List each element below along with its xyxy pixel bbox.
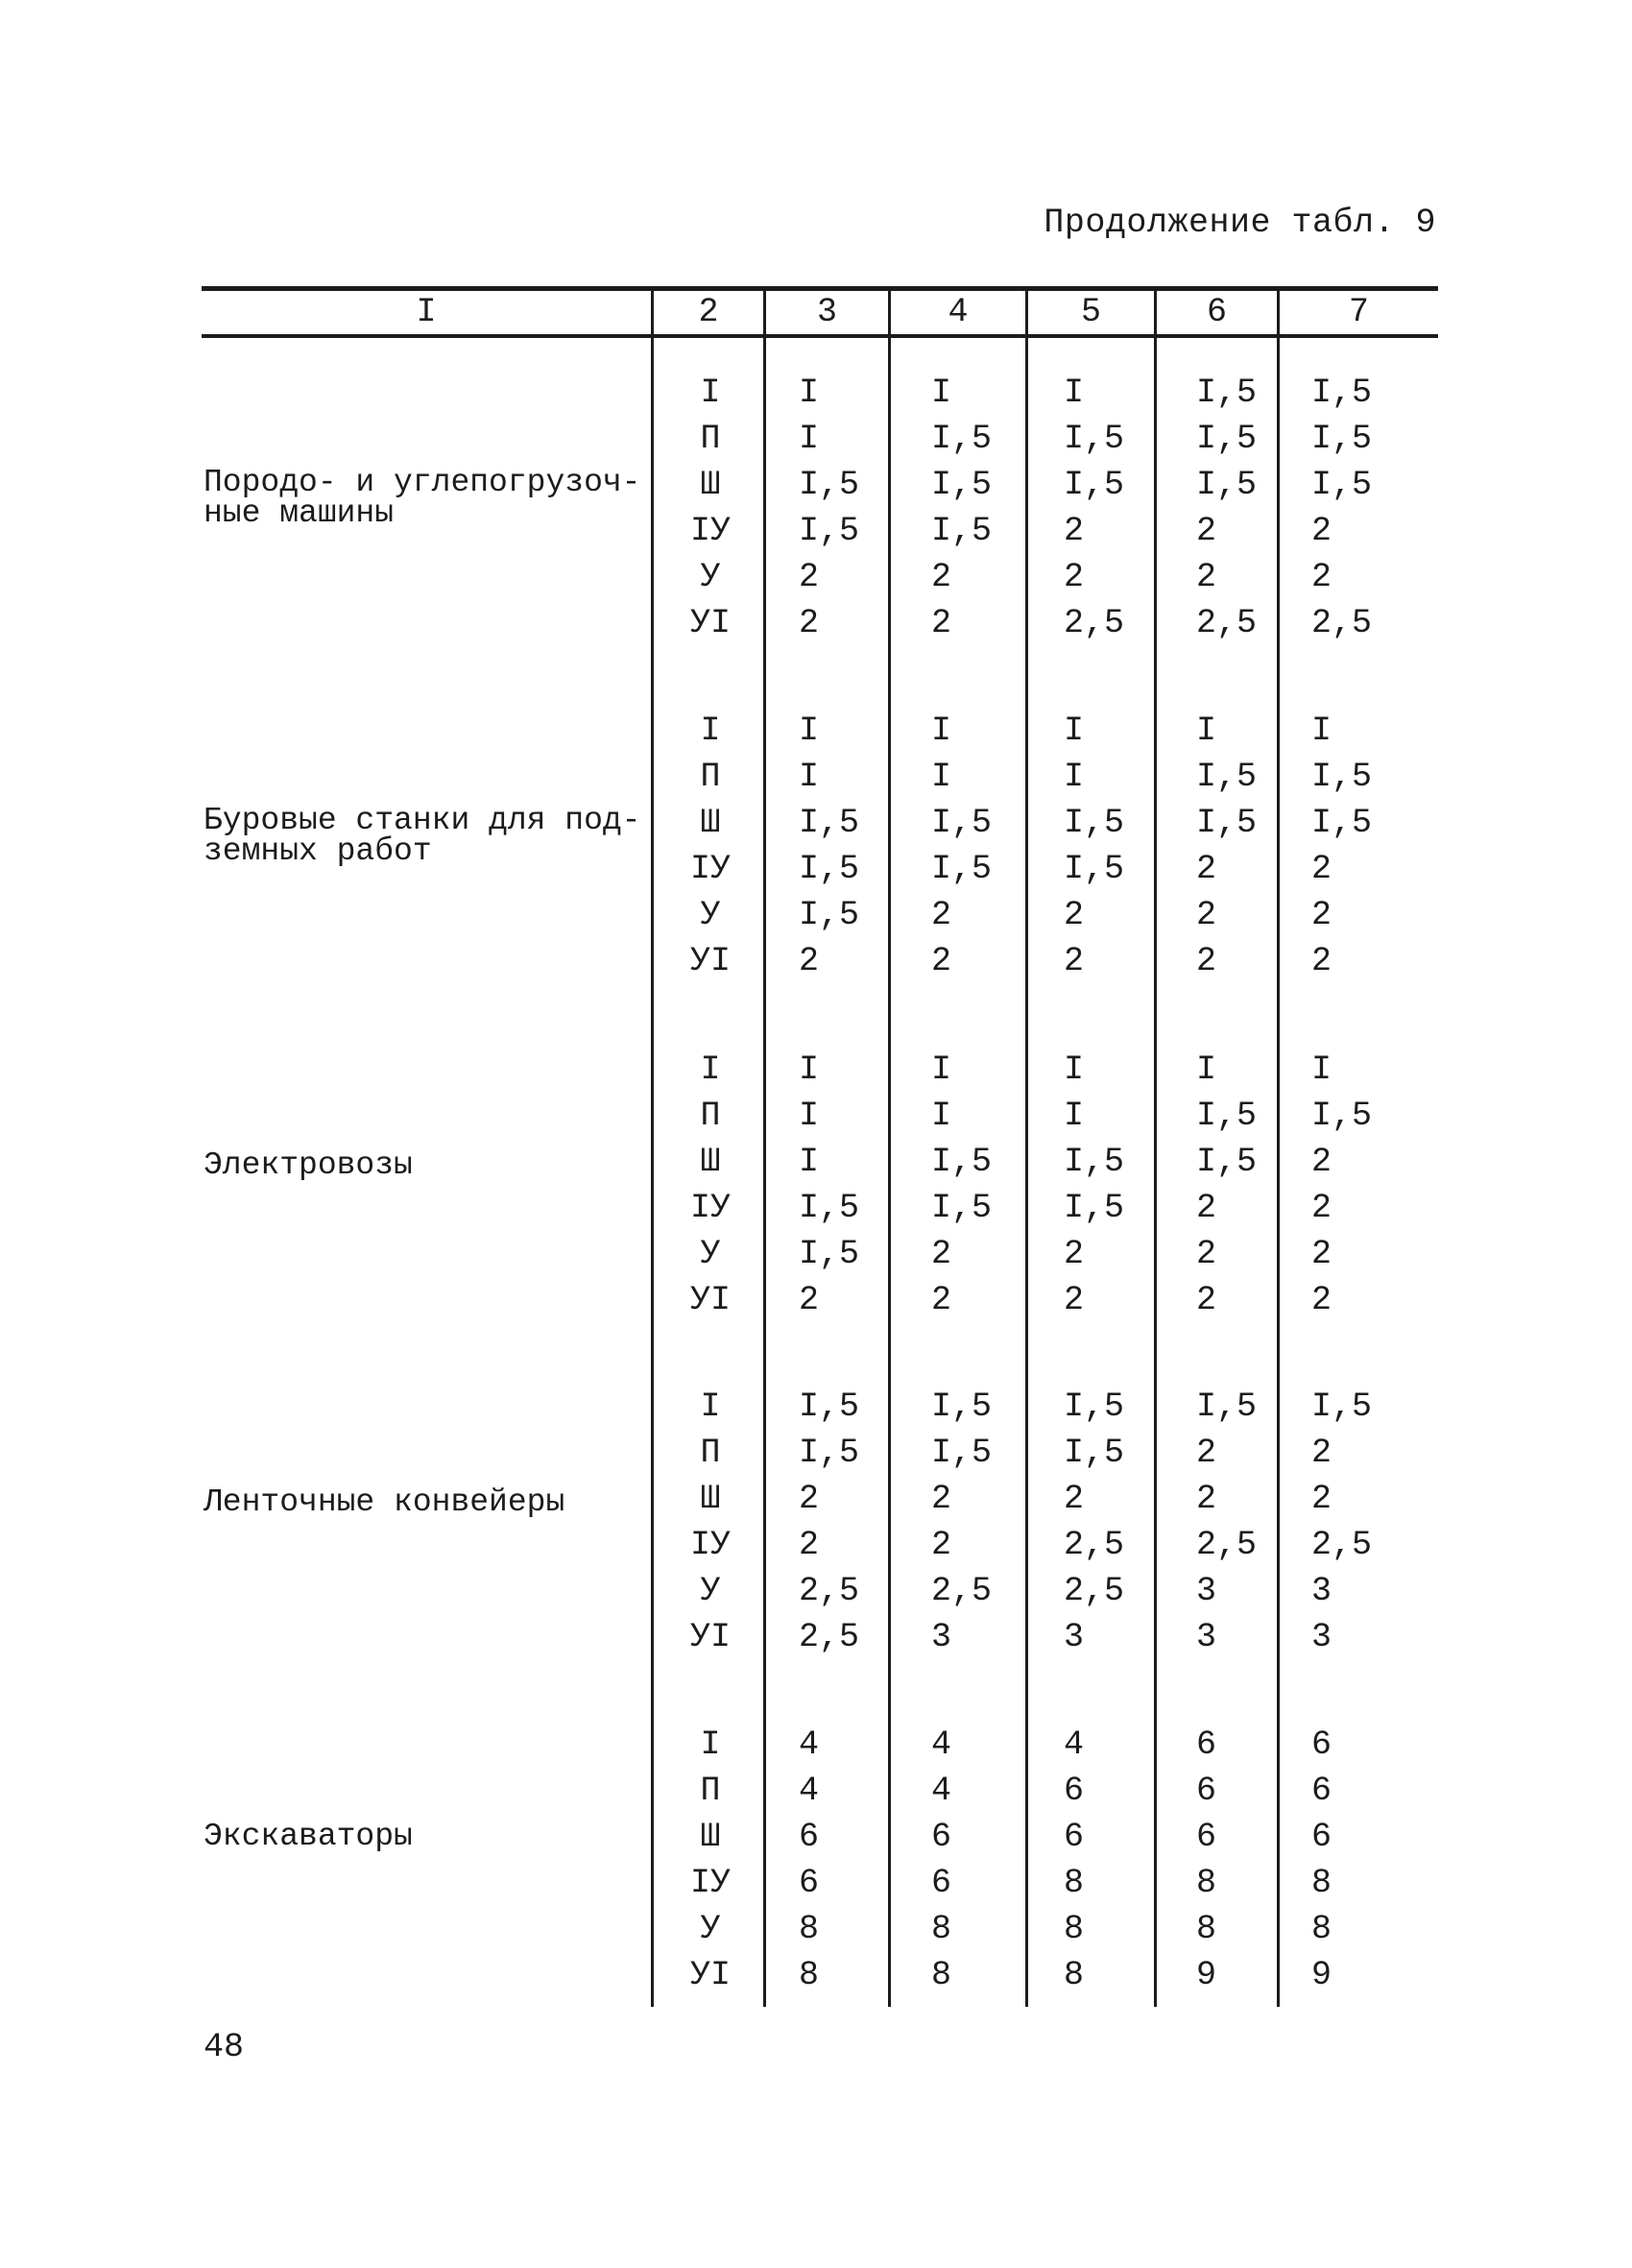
value-cell: 2 [931, 1526, 952, 1564]
value-cell: 2 [1064, 1281, 1085, 1319]
value-cell: I,5 [1064, 420, 1125, 458]
category-cell: П [700, 1434, 721, 1472]
value-cell: 2 [1196, 512, 1217, 550]
equipment-name: Породо- и углепогрузоч- ные машины [204, 465, 641, 531]
table-row [0, 554, 1632, 600]
value-cell: 2 [799, 604, 820, 642]
header-cell: 5 [1080, 293, 1101, 331]
table-row [0, 416, 1632, 462]
table-group [0, 370, 1632, 658]
value-cell: I [799, 1050, 820, 1089]
value-cell: 3 [1311, 1572, 1332, 1610]
value-cell: 6 [799, 1864, 820, 1902]
equipment-name: Электровозы [204, 1147, 413, 1183]
value-cell: 2,5 [799, 1572, 860, 1610]
table-row [0, 846, 1632, 892]
value-cell: 6 [1196, 1818, 1217, 1856]
value-cell: I,5 [1064, 1387, 1125, 1426]
value-cell: I [799, 712, 820, 750]
value-cell: 2 [1311, 1480, 1332, 1518]
value-cell: I,5 [931, 1189, 993, 1227]
value-cell: 2 [1064, 942, 1085, 980]
value-cell: I,5 [1064, 1143, 1125, 1181]
value-cell: I [1064, 1050, 1085, 1089]
value-cell: 6 [1196, 1772, 1217, 1810]
category-cell: IУ [689, 1526, 731, 1564]
value-cell: 8 [1064, 1864, 1085, 1902]
value-cell: 2 [1064, 512, 1085, 550]
category-cell: У [700, 1235, 721, 1273]
value-cell: 2 [799, 1526, 820, 1564]
value-cell: 2 [1311, 1189, 1332, 1227]
value-cell: 6 [1064, 1772, 1085, 1810]
value-cell: I,5 [931, 1387, 993, 1426]
value-cell: I,5 [1196, 420, 1258, 458]
value-cell: 2 [1196, 558, 1217, 596]
value-cell: 2 [1064, 1480, 1085, 1518]
value-cell: I [1196, 1050, 1217, 1089]
value-cell: I [931, 1050, 952, 1089]
value-cell: 2 [1196, 1480, 1217, 1518]
page-number: 48 [204, 2028, 245, 2066]
table-group [0, 1047, 1632, 1335]
category-cell: У [700, 896, 721, 934]
value-cell: I,5 [1311, 420, 1373, 458]
value-cell: I,5 [1311, 1097, 1373, 1135]
value-cell: I,5 [799, 1189, 860, 1227]
category-cell: Ш [700, 804, 721, 842]
value-cell: 8 [931, 1910, 952, 1948]
value-cell: I [799, 420, 820, 458]
equipment-name: Экскаваторы [204, 1819, 413, 1854]
value-cell: I,5 [1196, 374, 1258, 412]
category-cell: У [700, 558, 721, 596]
value-cell: 3 [1311, 1618, 1332, 1656]
value-cell: 2 [799, 1480, 820, 1518]
value-cell: 2,5 [1311, 1526, 1373, 1564]
value-cell: 4 [799, 1772, 820, 1810]
value-cell: 2 [931, 896, 952, 934]
value-cell: 2,5 [1064, 1572, 1125, 1610]
category-cell: IУ [689, 512, 731, 550]
value-cell: 2 [1311, 558, 1332, 596]
value-cell: I,5 [931, 804, 993, 842]
value-cell: 2 [799, 1281, 820, 1319]
value-cell: I,5 [1311, 1387, 1373, 1426]
table-row [0, 1139, 1632, 1185]
value-cell: 6 [931, 1864, 952, 1902]
value-cell: 9 [1196, 1956, 1217, 1994]
category-cell: У [700, 1910, 721, 1948]
category-cell: IУ [689, 850, 731, 888]
value-cell: I [799, 758, 820, 796]
table-row [0, 1614, 1632, 1660]
category-cell: I [700, 712, 721, 750]
table-row [0, 1384, 1632, 1430]
value-cell: 9 [1311, 1956, 1332, 1994]
category-cell: IУ [689, 1189, 731, 1227]
table-row [0, 1476, 1632, 1522]
equipment-name: Буровые станки для под- земных работ [204, 803, 641, 869]
value-cell: 2,5 [799, 1618, 860, 1656]
table-row [0, 600, 1632, 646]
equipment-name: Ленточные конвейеры [204, 1484, 565, 1520]
table-row [0, 1814, 1632, 1860]
table-header-rule [202, 334, 1438, 338]
value-cell: 2,5 [1311, 604, 1373, 642]
value-cell: I,5 [1196, 1387, 1258, 1426]
category-cell: I [700, 374, 721, 412]
value-cell: I,5 [1311, 758, 1373, 796]
value-cell: 8 [799, 1956, 820, 1994]
value-cell: I,5 [799, 466, 860, 504]
value-cell: I,5 [1064, 1189, 1125, 1227]
value-cell: 8 [799, 1910, 820, 1948]
value-cell: 2 [931, 1281, 952, 1319]
value-cell: 6 [1196, 1725, 1217, 1764]
value-cell: 2,5 [1064, 1526, 1125, 1564]
value-cell: I [1311, 712, 1332, 750]
value-cell: 2 [931, 1235, 952, 1273]
category-cell: Ш [700, 1480, 721, 1518]
value-cell: I [1064, 374, 1085, 412]
value-cell: 2 [931, 604, 952, 642]
value-cell: I,5 [799, 512, 860, 550]
value-cell: I,5 [1064, 804, 1125, 842]
value-cell: I,5 [1311, 804, 1373, 842]
value-cell: 2 [1196, 942, 1217, 980]
value-cell: 2 [1196, 1235, 1217, 1273]
value-cell: I,5 [1196, 466, 1258, 504]
value-cell: I,5 [1196, 1143, 1258, 1181]
table-row [0, 1277, 1632, 1323]
value-cell: 2 [1196, 896, 1217, 934]
value-cell: 2,5 [1196, 1526, 1258, 1564]
value-cell: 2,5 [1064, 604, 1125, 642]
value-cell: 2 [1311, 1281, 1332, 1319]
table-row [0, 1952, 1632, 1998]
value-cell: I [799, 1097, 820, 1135]
table-row [0, 1568, 1632, 1614]
category-cell: УI [689, 1618, 731, 1656]
table-group [0, 1722, 1632, 2010]
table-row [0, 1430, 1632, 1476]
table-row [0, 370, 1632, 416]
value-cell: 8 [1064, 1910, 1085, 1948]
header-cell: 3 [816, 293, 837, 331]
value-cell: I [799, 374, 820, 412]
table-row [0, 1093, 1632, 1139]
header-cell: 6 [1206, 293, 1227, 331]
category-cell: УI [689, 1281, 731, 1319]
value-cell: 2 [931, 942, 952, 980]
value-cell: 2 [931, 1480, 952, 1518]
value-cell: I,5 [1064, 850, 1125, 888]
table-group [0, 708, 1632, 996]
value-cell: I [1311, 1050, 1332, 1089]
value-cell: I,5 [1196, 804, 1258, 842]
value-cell: 2 [1196, 1434, 1217, 1472]
value-cell: I,5 [799, 896, 860, 934]
value-cell: I,5 [931, 420, 993, 458]
category-cell: У [700, 1572, 721, 1610]
value-cell: 8 [1196, 1910, 1217, 1948]
table-row [0, 508, 1632, 554]
value-cell: 6 [1311, 1772, 1332, 1810]
value-cell: 2 [1311, 1143, 1332, 1181]
table-row [0, 892, 1632, 938]
value-cell: 6 [1311, 1725, 1332, 1764]
value-cell: 3 [1064, 1618, 1085, 1656]
value-cell: 4 [1064, 1725, 1085, 1764]
value-cell: 6 [1311, 1818, 1332, 1856]
value-cell: I,5 [931, 512, 993, 550]
value-cell: 2 [1311, 896, 1332, 934]
value-cell: 3 [1196, 1572, 1217, 1610]
value-cell: 2 [1196, 850, 1217, 888]
category-cell: П [700, 1097, 721, 1135]
category-cell: Ш [700, 1818, 721, 1856]
table-row [0, 1768, 1632, 1814]
value-cell: I,5 [1064, 1434, 1125, 1472]
value-cell: 2 [1196, 1281, 1217, 1319]
value-cell: I [931, 712, 952, 750]
value-cell: 2 [1311, 942, 1332, 980]
header-cell: 7 [1348, 293, 1369, 331]
table-caption: Продолжение табл. 9 [1044, 204, 1436, 242]
table-row [0, 1722, 1632, 1768]
table-row [0, 1047, 1632, 1093]
table-row [0, 1906, 1632, 1952]
value-cell: I [931, 758, 952, 796]
value-cell: I [931, 374, 952, 412]
table-group [0, 1384, 1632, 1672]
value-cell: I [1064, 758, 1085, 796]
value-cell: 8 [931, 1956, 952, 1994]
table-row [0, 1185, 1632, 1231]
value-cell: 4 [799, 1725, 820, 1764]
category-cell: I [700, 1725, 721, 1764]
value-cell: I [1064, 712, 1085, 750]
value-cell: 2 [1311, 1235, 1332, 1273]
value-cell: 4 [931, 1772, 952, 1810]
category-cell: I [700, 1050, 721, 1089]
value-cell: 3 [1196, 1618, 1217, 1656]
value-cell: 2 [1311, 850, 1332, 888]
category-cell: IУ [689, 1864, 731, 1902]
table-row [0, 800, 1632, 846]
category-cell: УI [689, 604, 731, 642]
value-cell: I [799, 1143, 820, 1181]
header-cell: 2 [698, 293, 719, 331]
value-cell: 6 [1064, 1818, 1085, 1856]
value-cell: 2 [799, 558, 820, 596]
category-cell: УI [689, 942, 731, 980]
value-cell: 2,5 [1196, 604, 1258, 642]
value-cell: I,5 [931, 466, 993, 504]
value-cell: I,5 [931, 850, 993, 888]
value-cell: 2 [1064, 896, 1085, 934]
value-cell: I,5 [1311, 466, 1373, 504]
value-cell: I [931, 1097, 952, 1135]
value-cell: I,5 [799, 850, 860, 888]
table-row [0, 462, 1632, 508]
value-cell: 8 [1196, 1864, 1217, 1902]
value-cell: 6 [799, 1818, 820, 1856]
header-cell: I [416, 293, 437, 331]
table-row [0, 708, 1632, 754]
table-row [0, 1231, 1632, 1277]
table-row [0, 1522, 1632, 1568]
value-cell: 2 [1311, 512, 1332, 550]
table-row [0, 1860, 1632, 1906]
category-cell: П [700, 758, 721, 796]
value-cell: I,5 [1196, 758, 1258, 796]
category-cell: Ш [700, 1143, 721, 1181]
category-cell: П [700, 420, 721, 458]
value-cell: I,5 [1196, 1097, 1258, 1135]
category-cell: УI [689, 1956, 731, 1994]
category-cell: I [700, 1387, 721, 1426]
value-cell: 2 [1196, 1189, 1217, 1227]
value-cell: 8 [1311, 1864, 1332, 1902]
value-cell: I [1064, 1097, 1085, 1135]
value-cell: 2 [1064, 558, 1085, 596]
value-cell: I,5 [799, 804, 860, 842]
value-cell: 6 [931, 1818, 952, 1856]
value-cell: 2 [1311, 1434, 1332, 1472]
value-cell: 2 [799, 942, 820, 980]
header-cell: 4 [948, 293, 969, 331]
value-cell: 3 [931, 1618, 952, 1656]
table-row [0, 754, 1632, 800]
value-cell: 4 [931, 1725, 952, 1764]
value-cell: I,5 [799, 1434, 860, 1472]
value-cell: 2,5 [931, 1572, 993, 1610]
category-cell: Ш [700, 466, 721, 504]
value-cell: I,5 [931, 1434, 993, 1472]
category-cell: П [700, 1772, 721, 1810]
value-cell: 2 [1064, 1235, 1085, 1273]
value-cell: I [1196, 712, 1217, 750]
value-cell: 8 [1064, 1956, 1085, 1994]
value-cell: I,5 [1064, 466, 1125, 504]
value-cell: I,5 [1311, 374, 1373, 412]
value-cell: I,5 [799, 1235, 860, 1273]
value-cell: I,5 [799, 1387, 860, 1426]
value-cell: I,5 [931, 1143, 993, 1181]
value-cell: 8 [1311, 1910, 1332, 1948]
table-row [0, 938, 1632, 984]
value-cell: 2 [931, 558, 952, 596]
